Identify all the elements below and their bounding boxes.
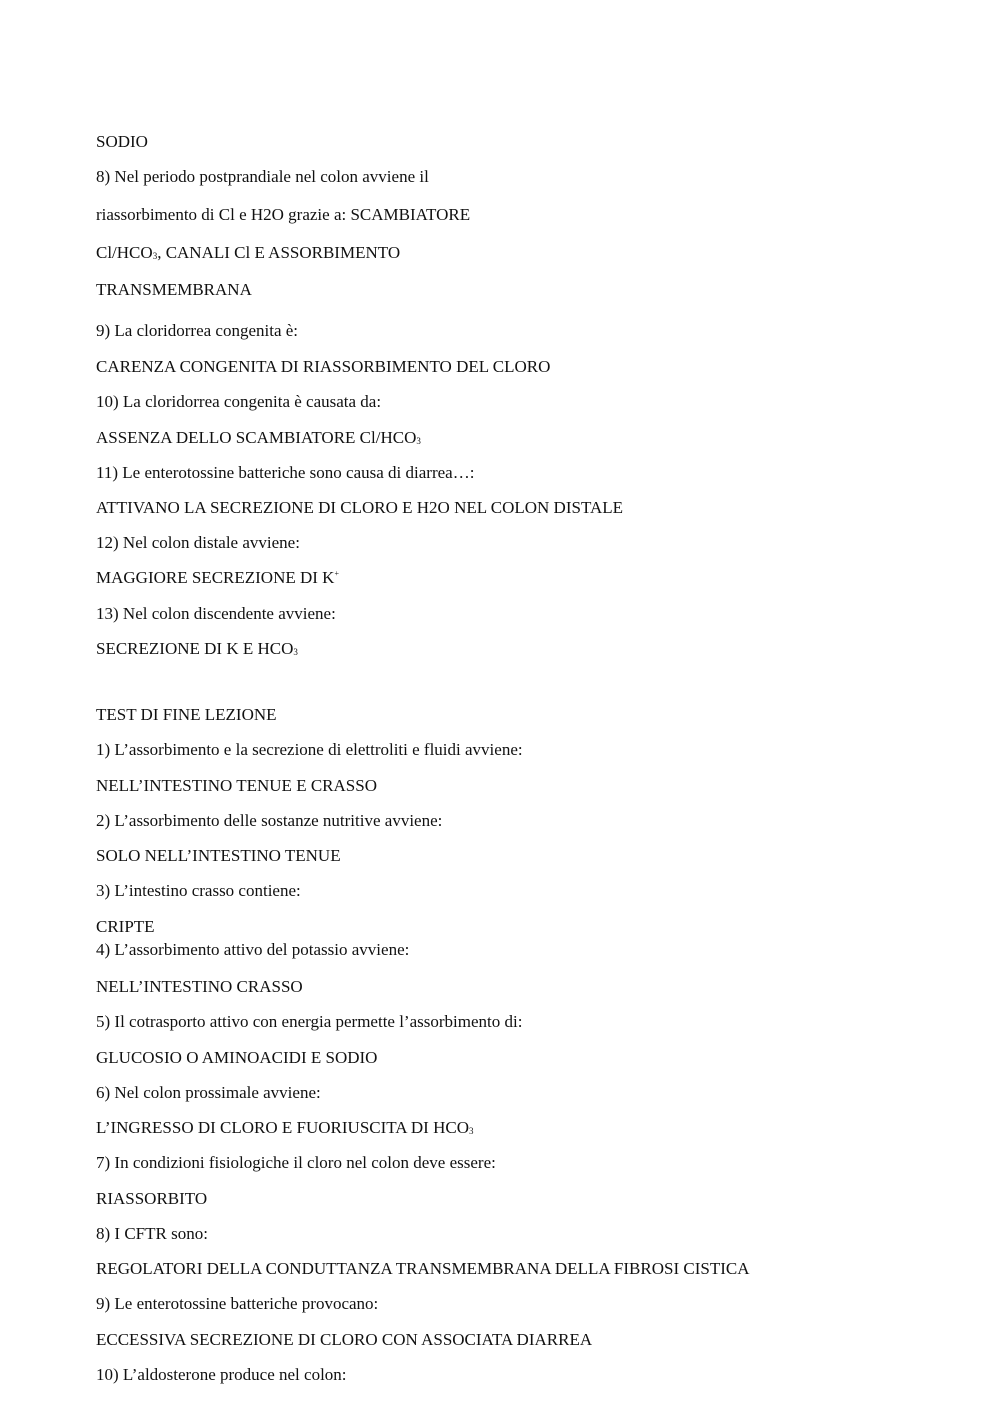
question-text	[96, 811, 442, 831]
answer-text	[96, 1189, 207, 1209]
line-text: Cl/HCO	[96, 243, 153, 262]
answer-text	[96, 428, 421, 448]
line-text: 10) L’aldosterone produce nel colon:	[96, 1365, 347, 1384]
line-text: 13) Nel colon discendente avviene:	[96, 604, 336, 623]
line-text: 12) Nel colon distale avviene:	[96, 533, 300, 552]
question-text	[96, 167, 429, 187]
line-text: NELL’INTESTINO CRASSO	[96, 977, 303, 996]
question-text	[96, 205, 470, 225]
line-text: 11) Le enterotossine batteriche sono causa di diarrea…:	[96, 463, 475, 482]
subscript: 3	[468, 1126, 474, 1136]
line-text: GLUCOSIO O AMINOACIDI E SODIO	[96, 1048, 378, 1067]
answer-text	[96, 846, 341, 866]
question-text	[96, 940, 409, 960]
question-text	[96, 740, 523, 760]
line-text: SODIO	[96, 132, 148, 151]
line-text: RIASSORBITO	[96, 1189, 208, 1208]
answer-text	[96, 243, 400, 263]
line-text: ATTIVANO LA SECREZIONE DI CLORO E H2O NEL COLON DISTALE	[96, 498, 624, 517]
question-text	[96, 881, 301, 901]
line-text: 4) L’assorbimento attivo del potassio avviene:	[96, 940, 410, 959]
question-text	[96, 604, 336, 624]
section-label	[96, 132, 148, 152]
subscript: 3	[152, 251, 158, 261]
line-text: L’INGRESSO DI CLORO E FUORIUSCITA DI HCO	[96, 1118, 469, 1137]
line-text: MAGGIORE SECREZIONE DI K	[96, 568, 335, 587]
line-text: 3) L’intestino crasso contiene:	[96, 881, 301, 900]
answer-text	[96, 917, 155, 937]
subscript: 3	[416, 436, 421, 446]
line-text: 9) Le enterotossine batteriche provocano:	[96, 1294, 379, 1313]
section-heading	[96, 705, 277, 725]
question-text	[96, 1224, 208, 1244]
answer-text	[96, 1048, 377, 1068]
line-text: ECCESSIVA SECREZIONE DI CLORO CON ASSOCIATA DIARREA	[96, 1330, 593, 1349]
line-text: riassorbimento di Cl e H2O grazie a: SCAMBIATORE	[96, 205, 471, 224]
question-text	[96, 1153, 496, 1173]
answer-text	[96, 1118, 473, 1138]
line-text: 5) Il cotrasporto attivo con energia permette l’assorbimento di:	[96, 1012, 523, 1031]
line-text: CARENZA CONGENITA DI RIASSORBIMENTO DEL CLORO	[96, 357, 551, 376]
answer-text	[96, 977, 303, 997]
line-text: NELL’INTESTINO TENUE E CRASSO	[96, 776, 377, 795]
answer-text	[96, 639, 298, 659]
answer-text	[96, 776, 377, 796]
line-text: 8) Nel periodo postprandiale nel colon avviene il	[96, 167, 429, 186]
answer-text	[96, 280, 252, 300]
question-text	[96, 321, 298, 341]
line-text: TRANSMEMBRANA	[96, 280, 252, 299]
question-text	[96, 1365, 347, 1385]
answer-text	[96, 568, 339, 588]
answer-text	[96, 357, 550, 377]
line-text: 9) La cloridorrea congenita è:	[96, 321, 299, 340]
line-text: ASSENZA DELLO SCAMBIATORE Cl/HCO	[96, 428, 417, 447]
line-text-continued: , CANALI Cl E ASSORBIMENTO	[157, 243, 401, 262]
answer-text	[96, 1330, 592, 1350]
line-text: REGOLATORI DELLA CONDUTTANZA TRANSMEMBRANA DELLA FIBROSI CISTICA	[96, 1259, 750, 1278]
line-text: SOLO NELL’INTESTINO TENUE	[96, 846, 341, 865]
subscript: 3	[293, 647, 298, 657]
question-text	[96, 1083, 321, 1103]
line-text: 1) L’assorbimento e la secrezione di elettroliti e fluidi avviene:	[96, 740, 523, 759]
line-text: 2) L’assorbimento delle sostanze nutritive avviene:	[96, 811, 443, 830]
question-text	[96, 392, 381, 412]
line-text: SECREZIONE DI K E HCO	[96, 639, 294, 658]
question-text	[96, 533, 300, 553]
line-text: TEST DI FINE LEZIONE	[96, 705, 277, 724]
question-text	[96, 1012, 522, 1032]
superscript: +	[334, 569, 339, 578]
line-text: CRIPTE	[96, 917, 155, 936]
line-text: 8) I CFTR sono:	[96, 1224, 208, 1243]
line-text: 7) In condizioni fisiologiche il cloro nel colon deve essere:	[96, 1153, 496, 1172]
answer-text	[96, 1259, 750, 1279]
answer-text	[96, 498, 623, 518]
question-text	[96, 1294, 378, 1314]
line-text: 6) Nel colon prossimale avviene:	[96, 1083, 321, 1102]
line-text: 10) La cloridorrea congenita è causata da:	[96, 392, 382, 411]
question-text	[96, 463, 474, 483]
